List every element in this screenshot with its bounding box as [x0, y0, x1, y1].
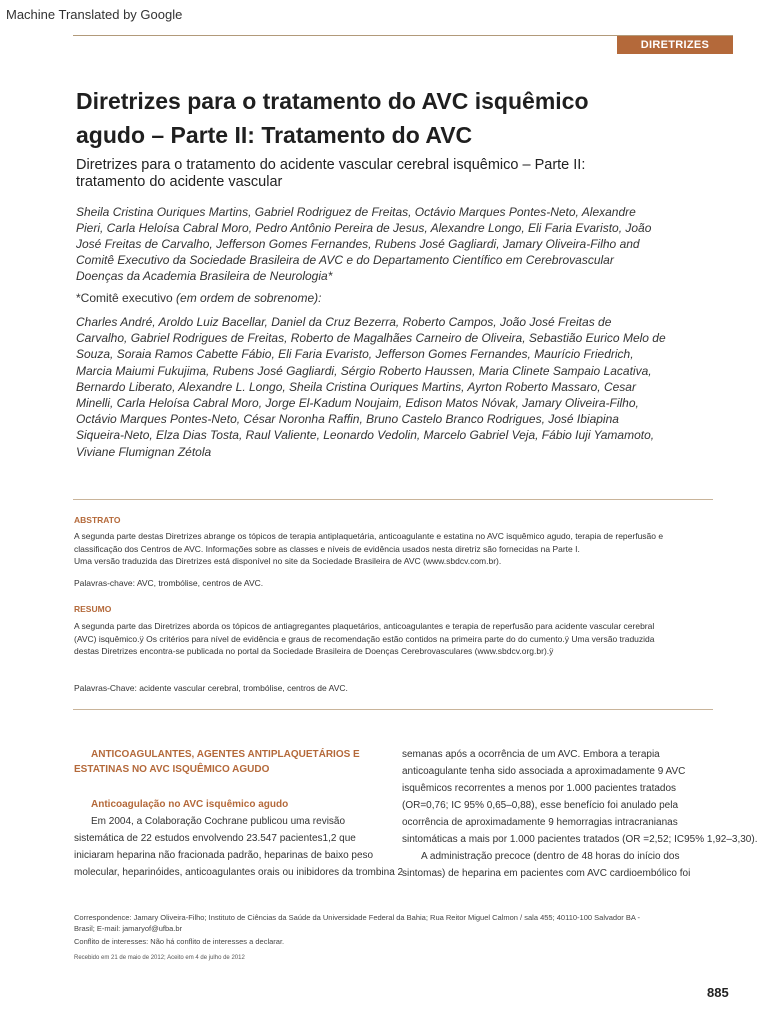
left-body-line: iniciaram heparina não fracionada padrão, heparinas de baixo peso — [74, 850, 374, 861]
resumo-keywords: Palavras-Chave: acidente vascular cerebral, trombólise, centros de AVC. — [74, 683, 348, 693]
member-line: Octávio Marques Pontes-Neto, César Noronha Raffin, Bruno Castelo Branco Rodrigues, José Ibiapina — [76, 412, 619, 427]
member-line: Minelli, Carla Heloísa Cabral Moro, Jorge El-Kadum Noujaim, Edison Matos Nóvak, Jamary Oliveira-Filho, — [76, 396, 639, 411]
right-body-line: anticoagulante tenha sido associada a aproximadamente 9 AVC — [402, 766, 686, 777]
abstract-line: Uma versão traduzida das Diretrizes está disponível no site da Sociedade Brasileira de AVC (www.sbdcv.com.br). — [74, 556, 502, 566]
author-line: Comitê Executivo da Sociedade Brasileira de AVC e do Departamento Científico em Cerebrovascular — [76, 253, 614, 267]
conflict-statement: Conflito de interesses: Não há conflito de interesses a declarar. — [74, 937, 285, 946]
member-line: Souza, Soraia Ramos Cabette Fábio, Eli Faria Evaristo, Jefferson Gomes Fernandes, Maurício Friedrich, — [76, 347, 634, 362]
left-body-line: Em 2004, a Colaboração Cochrane publicou uma revisão — [91, 816, 346, 827]
left-body-line: molecular, heparinóides, anticoagulantes orais ou inibidores da trombina 2 — [74, 867, 404, 878]
left-column-body — [74, 813, 404, 881]
committee-prefix: *Comitê executivo — [76, 291, 177, 305]
author-line: José Freitas de Carvalho, Jefferson Gomes Fernandes, Rubens José Gagliardi, Jamary Oliveira-Filho and — [76, 237, 640, 251]
subtitle-line-2: tratamento do acidente vascular — [76, 174, 283, 190]
right-body-line: sintomas) de heparina em pacientes com AVC cardioembólico foi — [402, 868, 691, 879]
resumo-body — [74, 620, 714, 658]
author-line: Pieri, Carla Heloísa Cabral Moro, Pedro Antônio Pereira de Jesus, Alexandre Longo, Eli Faria Evaristo, João — [76, 221, 652, 235]
author-list — [76, 204, 716, 284]
member-line: Viviane Flumignan Zétola — [76, 444, 212, 459]
received-date: Recebido em 21 de maio de 2012; Aceito em 4 de julho de 2012 — [74, 955, 245, 961]
abstract-line: classificação dos Centros de AVC. Informações sobre as classes e níveis de evidência usados nesta diretriz são fornecidas na Parte I. — [74, 543, 580, 554]
committee-order: (em ordem de sobrenome): — [176, 291, 322, 305]
page-number: 885 — [707, 985, 729, 1000]
author-line: Doenças da Academia Brasileira de Neurologia* — [76, 269, 333, 283]
right-body-line: semanas após a ocorrência de um AVC. Embora a terapia — [402, 749, 660, 760]
left-heading-line-2: ESTATINAS NO AVC ISQUÊMICO AGUDO — [74, 764, 270, 775]
committee-label — [76, 290, 716, 306]
right-body-line: A administração precoce (dentro de 48 horas do início dos — [421, 851, 680, 862]
machine-translated-label: Machine Translated by Google — [6, 7, 183, 22]
abstract-body — [74, 530, 714, 568]
member-line: Charles André, Aroldo Luiz Bacellar, Daniel da Cruz Bezerra, Roberto Campos, João José Freitas de — [76, 315, 612, 329]
abstract-keywords: Palavras-chave: AVC, trombólise, centros de AVC. — [74, 578, 264, 588]
author-line: Sheila Cristina Ouriques Martins, Gabriel Rodriguez de Freitas, Octávio Marques Pontes-Neto, Alexandre — [76, 205, 636, 219]
left-heading-line-1: ANTICOAGULANTES, AGENTES ANTIPLAQUETÁRIOS E — [91, 749, 360, 760]
right-body-line: sintomáticas a mais por 1.000 pacientes tratados (OR =2,52; IC95% 1,92–3,30). — [402, 834, 758, 845]
left-body-line: sistemática de 22 estudos envolvendo 23.547 pacientes1,2 que — [74, 833, 356, 844]
member-line: Siqueira-Neto, Elza Dias Tosta, Raul Valiente, Leonardo Vedolin, Marcelo Gabriel Veja, Fábio Iuji Yamamoto, — [76, 428, 655, 443]
resumo-line: destas Diretrizes encontra-se publicada no portal da Sociedade Brasileira de Doenças Cerebrovasculares (www.sbdcv.org.br).ÿ — [74, 646, 554, 656]
title-line-1: Diretrizes para o tratamento do AVC isquêmico — [76, 88, 589, 114]
page-title — [76, 84, 696, 152]
member-line: Marcia Maiumi Fukujima, Rubens José Gagliardi, Sérgio Roberto Haussen, Maria Clinete Sampaio Lacativa, — [76, 363, 652, 378]
abstract-bottom-rule — [73, 709, 713, 710]
left-subheading: Anticoagulação no AVC isquêmico agudo — [91, 799, 289, 810]
section-tag: DIRETRIZES — [617, 36, 733, 54]
subtitle-line-1: Diretrizes para o tratamento do acidente vascular cerebral isquêmico – Parte II: — [76, 157, 586, 173]
right-body-line: (OR=0,76; IC 95% 0,65–0,88), esse benefício foi anulado pela — [402, 800, 679, 811]
member-line: Carvalho, Gabriel Rodrigues de Freitas, Roberto de Magalhães Carneiro de Oliveira, Sebastião Eurico Melo de — [76, 331, 666, 346]
right-column-body — [402, 746, 764, 882]
correspondence — [74, 913, 714, 934]
subtitle — [76, 157, 716, 191]
abstract-heading: ABSTRATO — [74, 515, 121, 525]
title-line-2: agudo – Parte II: Tratamento do AVC — [76, 122, 473, 148]
committee-members — [76, 314, 716, 460]
resumo-heading: RESUMO — [74, 604, 112, 614]
resumo-line: (AVC) isquêmico.ÿ Os critérios para nível de evidência e graus de recomendação estão contidos na primeira parte do do cumento.ÿ Uma versão traduzida — [74, 633, 655, 644]
correspondence-line-1: Correspondence: Jamary Oliveira-Filho; Instituto de Ciências da Saúde da Universidade Federal da Bahia; Rua Reitor Miguel Calmon / sala 455; 40110-100 Salvador BA - — [74, 913, 641, 922]
left-section-heading — [74, 747, 384, 777]
abstract-top-rule — [73, 499, 713, 500]
abstract-line: A segunda parte destas Diretrizes abrange os tópicos de terapia antiplaquetária, anticoagulante e estatina no AVC isquêmico agudo, terapia de reperfusão e — [74, 531, 664, 541]
right-body-line: ocorrência de aproximadamente 9 hemorragias intracranianas — [402, 817, 678, 828]
resumo-line: A segunda parte das Diretrizes aborda os tópicos de antiagregantes plaquetários, anticoagulantes e terapia de reperfusão para acidente vascular cerebral — [74, 621, 655, 631]
member-line: Bernardo Liberato, Alexandre L. Longo, Sheila Cristina Ouriques Martins, Ayrton Roberto Massaro, Cesar — [76, 379, 636, 394]
right-body-line: isquêmicos recorrentes a menos por 1.000 pacientes tratados — [402, 783, 677, 794]
correspondence-line-2: Brasil; E-mail: jamaryof@ufba.br — [74, 923, 183, 933]
